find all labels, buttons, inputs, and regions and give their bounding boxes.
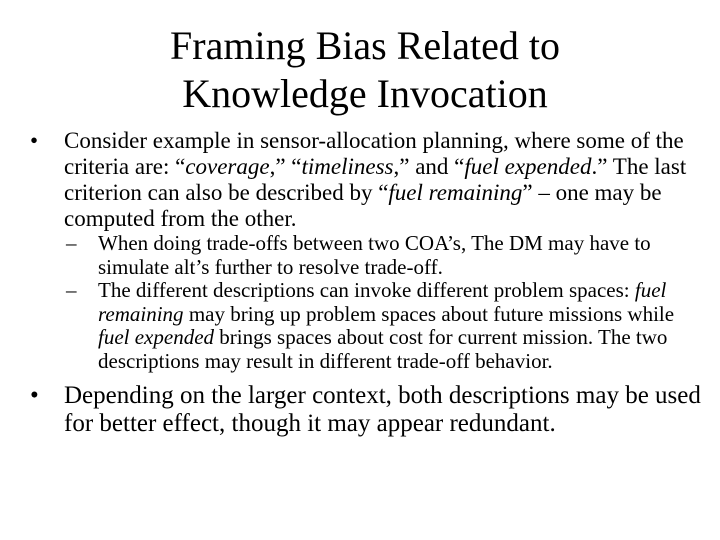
bullet-2 [30,382,705,438]
title-line-1: Framing Bias Related to [170,23,560,68]
sub-bullet-marker: – [66,231,77,255]
slide-title [60,22,670,118]
sub-bullet-1-text: When doing trade-offs between two COA’s, The DM may have to simulate alt’s further to resolve trade-off. [98,231,651,279]
sub-bullet-2-text: The different descriptions can invoke different problem spaces: fuel remaining may bring up problem spaces about future missions while fuel expended brings spaces about cost for current mission. The two descriptions may result in different trade-off behavior. [98,278,675,373]
slide-body [30,128,705,438]
bullet-2-text: Depending on the larger context, both descriptions may be used for better effect, though it may appear redundant. [64,382,701,437]
title-line-2: Knowledge Invocation [182,71,548,116]
bullet-marker: • [30,128,39,153]
sub-bullet-2 [30,279,705,373]
bullet-1-text: Consider example in sensor-allocation planning, where some of the criteria are: “coverage,” “timeliness,” and “fuel expended.” The last criterion can also be described by “fuel remaining” – one may be computed from the other. [64,128,687,231]
bullet-marker: • [30,382,39,409]
sub-bullet-1 [30,232,705,279]
sub-bullet-marker: – [66,278,77,302]
bullet-1 [30,128,705,232]
